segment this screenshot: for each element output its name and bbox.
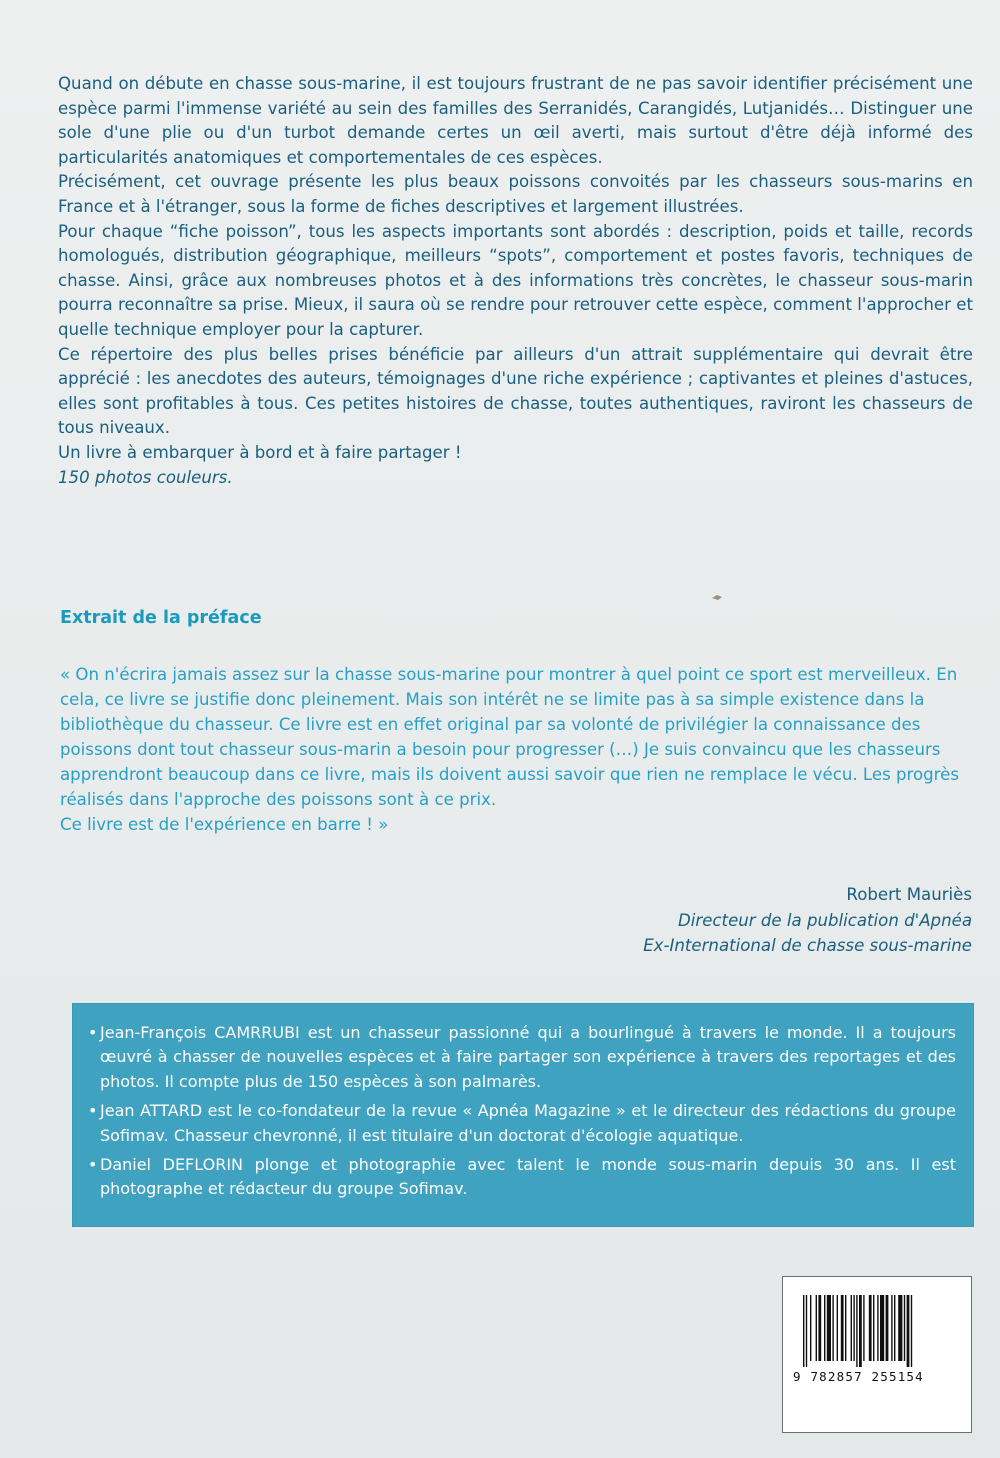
- barcode-bar: [827, 1295, 831, 1361]
- author-bio-text: Jean-François CAMRRUBI est un chasseur passionné qui a bourlingué à travers le monde. Il a toujours œuvré à chasser de nouvelles espèces et à faire partager son expérience à travers des reportages et des photos. Il compte plus de 150 espèces à son palmarès.: [100, 1023, 956, 1091]
- bullet-icon: •: [88, 1101, 98, 1121]
- preface-author-role: Ex-International de chasse sous-marine: [643, 936, 972, 955]
- barcode-bar: [853, 1295, 854, 1361]
- preface-author: Robert Mauriès: [846, 885, 972, 904]
- blurb-paragraph: Pour chaque “fiche poisson”, tous les aspects importants sont abordés : description, poids et taille, records homologués, distribution géographique, meilleurs “spots”, comportement et postes favoris, techniques de chasse. Ainsi, grâce aux nombreuses photos et à des informations très concrètes, le chasseur sous-marin pourra reconnaître sa prise. Mieux, il saura où se rendre pour retrouver cette espèce, comment l'approcher et quelle technique employer pour la capturer.: [58, 221, 973, 339]
- blurb-paragraph: Ce répertoire des plus belles prises bénéficie par ailleurs d'un attrait supplémentaire qui devrait être apprécié : les anecdotes des auteurs, témoignages d'une riche expérience ; captivantes et pleines d'astuces, elles sont profitables à tous. Ces petites histoires de chasse, toutes authentiques, raviront les chasseurs de tous niveaux.: [58, 344, 973, 438]
- barcode-bar: [869, 1295, 872, 1361]
- author-bio: [88, 1021, 956, 1094]
- blurb-paragraph: Quand on débute en chasse sous-marine, il est toujours frustrant de ne pas savoir identifier précisément une espèce parmi l'immense variété au sein des familles des Serranidés, Carangidés, Lutjanidés… Distinguer une sole d'une plie ou d'un turbot demande certes un œil averti, mais surtout d'être déjà informé des particularités anatomiques et comportementales de ces espèces.: [58, 74, 973, 167]
- author-bio: [88, 1153, 956, 1202]
- author-bio-text: Jean ATTARD est le co-fondateur de la revue « Apnéa Magazine » et le directeur des rédactions du groupe Sofimav. Chasseur chevronné, il est titulaire d'un doctorat d'écologie aquatique.: [100, 1101, 956, 1145]
- barcode-block: [782, 1276, 972, 1433]
- barcode-bar: [832, 1295, 833, 1361]
- barcode-bar: [907, 1295, 910, 1367]
- barcode-bar: [859, 1295, 862, 1367]
- barcode-bar: [880, 1295, 884, 1361]
- barcode-bar: [816, 1295, 817, 1361]
- author-bio-text: Daniel DEFLORIN plonge et photographie avec talent le monde sous-marin depuis 30 ans. Il est photographe et rédacteur du groupe Sofimav.: [100, 1155, 956, 1199]
- book-blurb: [58, 72, 973, 490]
- barcode-bar: [803, 1295, 804, 1367]
- barcode-bar: [818, 1295, 821, 1361]
- author-bio: [88, 1099, 956, 1148]
- barcode-bar: [904, 1295, 905, 1361]
- bullet-icon: •: [88, 1155, 98, 1175]
- barcode-bar: [837, 1295, 838, 1361]
- bullet-icon: •: [88, 1023, 98, 1042]
- barcode-bar: [891, 1295, 892, 1361]
- preface-quote-body: « On n'écrira jamais assez sur la chasse sous-marine pour montrer à quel point ce sport est merveilleux. En cela, ce livre se justifie donc pleinement. Mais son intérêt ne se limite pas à sa simple existence dans la bibliothèque du chasseur. Ce livre est en effet original par sa volonté de privilégier la connaissance des poissons dont tout chasseur sous-marin a besoin pour progresser (…) Je suis convaincu que les chasseurs apprendront beaucoup dans ce livre, mais ils doivent aussi savoir que rien ne remplace le vécu. Les progrès réalisés dans l'approche des poissons sont à ce prix.: [60, 665, 959, 809]
- barcode-bar: [856, 1295, 857, 1367]
- barcode-icon: [801, 1295, 953, 1367]
- barcode-bar: [877, 1295, 878, 1361]
- barcode-bar: [845, 1295, 846, 1361]
- barcode-bar: [824, 1295, 825, 1361]
- barcode-bar: [851, 1295, 852, 1361]
- isbn-number: 9 782857 255154: [793, 1369, 924, 1384]
- preface-heading: Extrait de la préface: [60, 608, 262, 628]
- barcode-bar: [898, 1295, 902, 1361]
- barcode-bar: [886, 1295, 889, 1361]
- authors-box: [72, 1003, 974, 1227]
- preface-signature: [472, 882, 972, 959]
- barcode-bar: [894, 1295, 895, 1361]
- blurb-paragraph: Un livre à embarquer à bord et à faire partager !: [58, 442, 462, 462]
- preface-author-role: Directeur de la publication d'Apnéa: [678, 910, 972, 930]
- barcode-bar: [863, 1295, 864, 1361]
- barcode-bar: [810, 1295, 811, 1361]
- barcode-bar: [841, 1295, 844, 1361]
- cover-speck: [710, 592, 724, 602]
- blurb-paragraph: Précisément, cet ouvrage présente les plus beaux poissons convoités par les chasseurs sous-marins en France et à l'étranger, sous la forme de fiches descriptives et largement illustrées.: [58, 172, 973, 216]
- preface-quote: [60, 662, 973, 837]
- barcode-bar: [806, 1295, 807, 1367]
- authors-list: [72, 1003, 974, 1202]
- barcode-bar: [911, 1295, 912, 1367]
- preface-quote-end: Ce livre est de l'expérience en barre ! »: [60, 815, 389, 834]
- photo-count: 150 photos couleurs.: [58, 467, 233, 487]
- barcode-bar: [873, 1295, 874, 1361]
